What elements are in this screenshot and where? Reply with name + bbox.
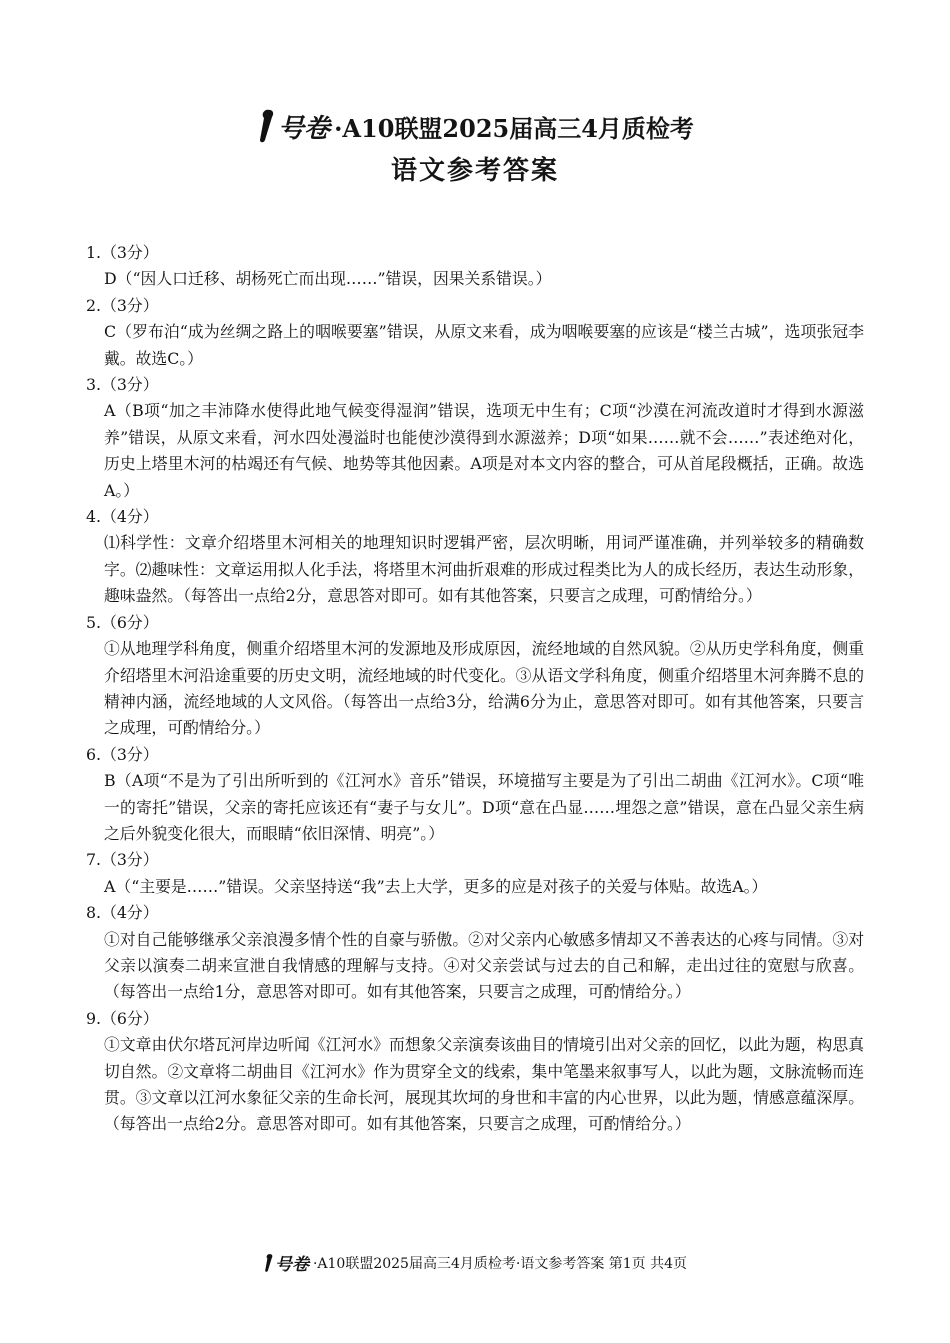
page-subtitle: 语文参考答案 — [390, 156, 559, 186]
question-answer: C（罗布泊“成为丝绸之路上的咽喉要塞”错误，从原文来看，成为咽喉要塞的应该是“楼兰古城”，选项张冠李戴。故选C。） — [104, 322, 864, 368]
footer-logo-text: 号卷 — [274, 1255, 309, 1275]
question-item — [86, 847, 864, 900]
logo-text: 号卷 — [278, 113, 331, 144]
question-answer: D（“因人口迁移、胡杨死亡而出现……”错误，因果关系错误。） — [104, 269, 552, 289]
question-number: 3.（3分） — [86, 375, 159, 395]
question-answer: ①从地理学科角度，侧重介绍塔里木河的发源地及形成原因，流经地域的自然风貌。②从历史学科角度，侧重介绍塔里木河沿途重要的历史文明，流经地域的时代变化。③从语文学科角度，侧重介绍塔里木河奔腾不息的精神内涵，流经地域的人文风俗。（每答出一点给3分，给满6分为止，意思答对即可。如有其他答案，只要言之成理，可酌情给分。） — [104, 639, 864, 738]
exam-title — [0, 108, 950, 144]
question-item — [86, 372, 864, 504]
question-answer: A（“主要是……”错误。父亲坚持送“我”去上大学，更多的应是对孩子的关爱与体贴。故选A。） — [104, 876, 768, 896]
question-item — [86, 1006, 864, 1138]
brush-stroke-icon — [263, 1253, 275, 1273]
question-item — [86, 610, 864, 742]
question-answer: ⑴科学性：文章介绍塔里木河相关的地理知识时逻辑严密，层次明晰，用词严谨准确，并列举较多的精确数字。⑵趣味性：文章运用拟人化手法，将塔里木河曲折艰难的形成过程类比为人的成长经历，表达生动形象，趣味盎然。（每答出一点给2分，意思答对即可。如有其他答案，只要言之成理，可酌情给分。） — [104, 533, 864, 606]
question-number: 5.（6分） — [86, 612, 159, 632]
footer-text: ·A10联盟2025届高三4月质检考·语文参考答案 第1页 共4页 — [312, 1255, 688, 1272]
question-number: 6.（3分） — [86, 744, 159, 764]
page-header — [0, 108, 950, 187]
brand-logo — [256, 108, 330, 145]
question-item — [86, 900, 864, 1006]
question-item — [86, 293, 864, 372]
brush-stroke-icon — [256, 108, 278, 144]
question-number: 2.（3分） — [86, 295, 159, 315]
question-item — [86, 504, 864, 610]
question-answer: ①对自己能够继承父亲浪漫多情个性的自豪与骄傲。②对父亲内心敏感多情却又不善表达的心疼与同情。③对父亲以演奏二胡来宣泄自我情感的理解与支持。④对父亲尝试与过去的自己和解，走出过往的宽慰与欣喜。（每答出一点给1分，意思答对即可。如有其他答案，只要言之成理，可酌情给分。） — [104, 929, 864, 1002]
question-item — [86, 742, 864, 848]
question-number: 1.（3分） — [86, 243, 159, 262]
question-answer: A（B项“加之丰沛降水使得此地气候变得湿润”错误，选项无中生有；C项“沙漠在河流改道时才得到水源滋养”错误，从原文来看，河水四处漫溢时也能使沙漠得到水源滋养；D项“如果……就不会……”表述绝对化，历史上塔里木河的枯竭还有气候、地势等其他因素。A项是对本文内容的整合，可从首尾段概括，正确。故选A。） — [104, 401, 864, 500]
question-answer: B（A项“不是为了引出所听到的《江河水》音乐”错误，环境描写主要是为了引出二胡曲《江河水》。C项“唯一的寄托”错误，父亲的寄托应该还有“妻子与女儿”。D项“意在凸显……埋怨之意”错误，意在凸显父亲生病之后外貌变化很大，而眼睛“依旧深情、明亮”。） — [104, 771, 864, 843]
footer-logo — [263, 1250, 309, 1275]
answer-list — [86, 240, 864, 1138]
title-text: ·A10联盟2025届高三4月质检考 — [334, 113, 694, 143]
question-number: 4.（4分） — [86, 507, 159, 527]
question-number: 8.（4分） — [86, 903, 159, 923]
page-footer — [0, 1250, 950, 1275]
question-answer: ①文章由伏尔塔瓦河岸边听闻《江河水》而想象父亲演奏该曲目的情境引出对父亲的回忆，以此为题，构思真切自然。②文章将二胡曲目《江河水》作为贯穿全文的线索，集中笔墨来叙事写人，以此为题，文脉流畅而连贯。③文章以江河水象征父亲的生命长河，展现其坎坷的身世和丰富的内心世界，以此为题，情感意蕴深厚。（每答出一点给2分。意思答对即可。如有其他答案，只要言之成理，可酌情给分。） — [104, 1035, 864, 1134]
question-item — [86, 240, 864, 293]
question-number: 7.（3分） — [86, 850, 159, 870]
question-number: 9.（6分） — [86, 1008, 159, 1028]
